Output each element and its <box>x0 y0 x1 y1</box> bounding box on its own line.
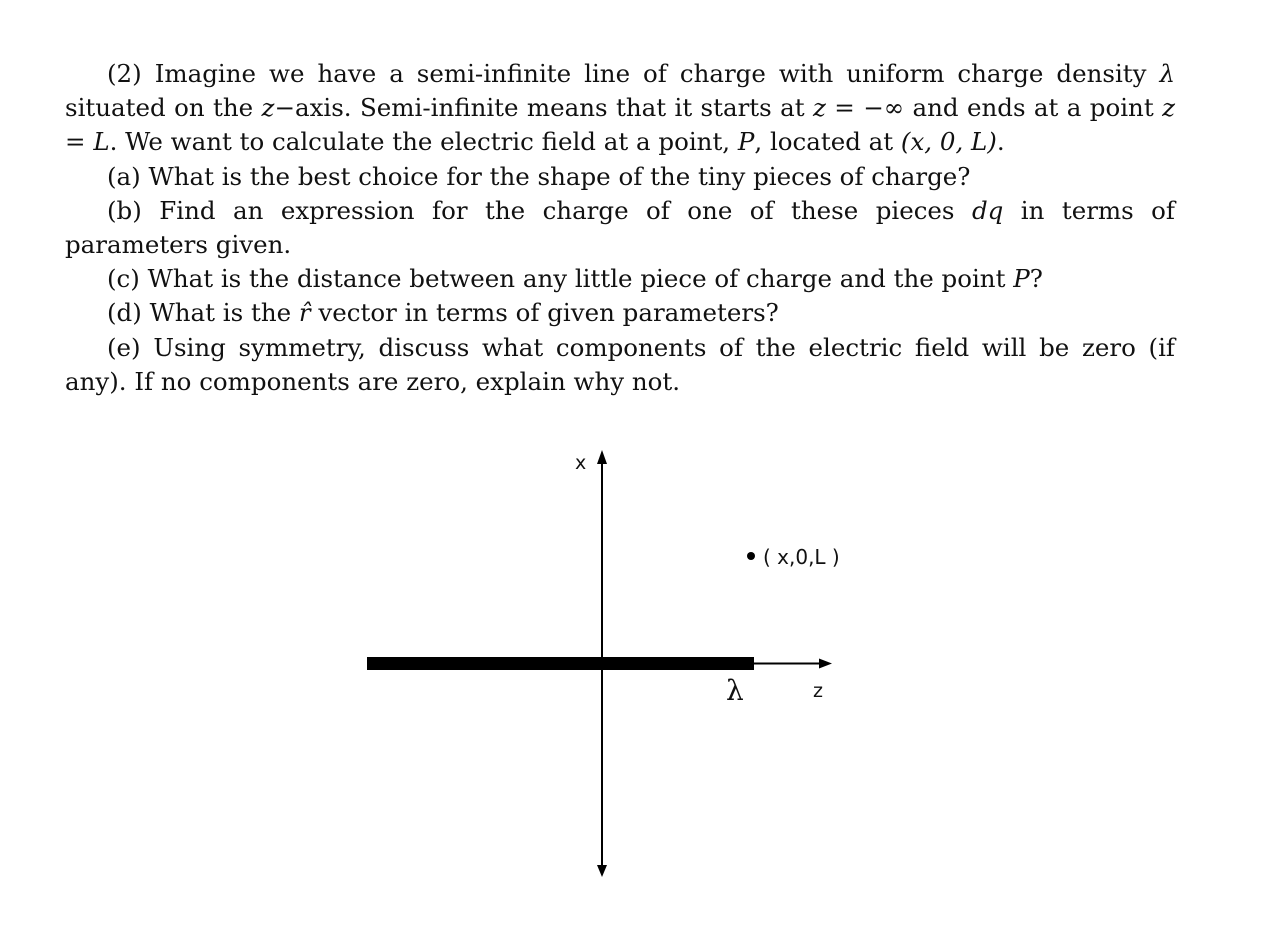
question-b: (b) Find an expression for the charge of one of these pieces dq in terms of parameters given. <box>65 195 1175 260</box>
problem-number: (2) <box>107 59 142 88</box>
start-equation: z = −∞ <box>812 93 905 123</box>
z-axis-arrow-icon <box>819 659 832 669</box>
point-coordinates: (x, 0, L) <box>900 127 997 157</box>
lambda-symbol: λ <box>1159 59 1175 88</box>
charge-density-label: λ <box>726 674 744 707</box>
end-equation: z = L <box>65 93 1175 157</box>
question-a: (a) What is the best choice for the shape of the tiny pieces of charge? <box>107 161 971 191</box>
x-axis-up-arrow-icon <box>597 450 607 464</box>
question-c: (c) What is the distance between any little piece of charge and the point P? <box>107 264 1043 294</box>
question-e: (e) Using symmetry, discuss what components of the electric field will be zero (if any). If no components are zero, explain why not. <box>65 332 1175 396</box>
x-axis-down-arrow-icon <box>597 865 607 877</box>
point-p-dot <box>747 552 755 560</box>
x-axis-label: x <box>575 452 587 474</box>
line-of-charge <box>367 657 754 670</box>
question-d: (d) What is the r̂ vector in terms of given parameters? <box>107 298 779 328</box>
problem-intro: (2) Imagine we have a semi-infinite line of charge with uniform charge density λ situated on the z−axis. Semi-infinite means that it starts at z = −∞ and ends at a point z = L. We want to calculate the electric field at a point, P, located at (x, 0, L). <box>65 59 1175 157</box>
z-axis-label: z <box>813 680 823 702</box>
point-p-label: ( x,0,L ) <box>763 545 840 569</box>
